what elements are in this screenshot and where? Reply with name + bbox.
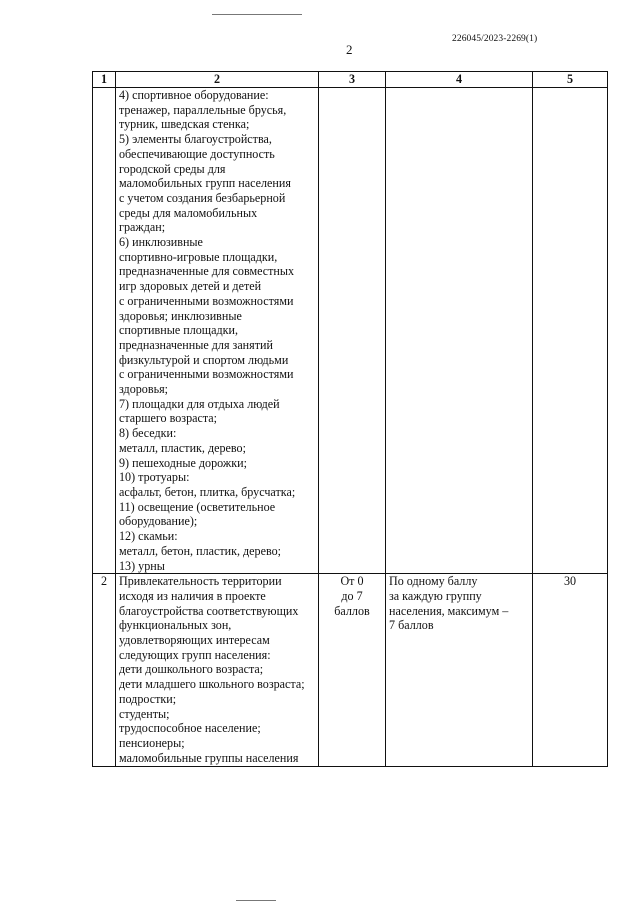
scan-mark-top [212, 14, 302, 15]
row-1-criterion-line: городской среды для [119, 161, 226, 176]
row-1-criterion-line: граждан; [119, 220, 166, 235]
row-2-method [386, 574, 533, 767]
row-1-criterion-line: турник, шведская стенка; [119, 117, 250, 132]
row-2-points-line: до 7 [341, 588, 363, 603]
row-2-criterion-line: подростки; [119, 691, 177, 706]
row-2-criterion-line: удовлетворяющих интересам [119, 633, 270, 648]
row-1-criterion-line: с учетом создания безбарьерной [119, 190, 286, 205]
row-1-criterion-line: среды для маломобильных [119, 205, 258, 220]
row-2-criterion-line: Привлекательность территории [119, 574, 282, 589]
row-1-criterion-line: с ограниченными возможностями [119, 367, 294, 382]
column-header-1: 1 [93, 72, 116, 88]
row-1-criterion-line: металл, пластик, дерево; [119, 440, 246, 455]
row-2-points-line: баллов [334, 603, 370, 618]
row-1-method [386, 88, 533, 574]
scan-mark-bottom [236, 900, 276, 901]
row-1-criterion-line: физкультурой и спортом людьми [119, 352, 289, 367]
row-1-criterion-line: 4) спортивное оборудование: [119, 88, 269, 102]
row-1-criterion-line: спортивно-игровые площадки, [119, 249, 278, 264]
row-1-criterion-line: здоровья; [119, 382, 169, 397]
column-header-4: 4 [386, 72, 533, 88]
row-1-criterion-line: 10) тротуары: [119, 470, 190, 485]
row-1-criterion-line: оборудование); [119, 514, 198, 529]
row-1-criterion-line: 7) площадки для отдыха людей [119, 396, 280, 411]
row-1-criterion-line: игр здоровых детей и детей [119, 279, 262, 294]
row-2-criterion-line: пенсионеры; [119, 735, 185, 750]
row-1-criterion-line: асфальт, бетон, плитка, брусчатка; [119, 484, 296, 499]
row-1-criterion-line: 6) инклюзивные [119, 235, 203, 250]
document-registration-number: 226045/2023-2269(1) [452, 34, 538, 44]
row-2-method-line: населения, максимум – [389, 603, 509, 618]
column-header-3: 3 [319, 72, 386, 88]
row-2-method-line: 7 баллов [389, 618, 434, 633]
row-1-criterion-line: 12) скамьи: [119, 529, 178, 544]
row-1-criterion-line: маломобильных групп населения [119, 176, 291, 191]
row-2-criterion-line: студенты; [119, 706, 170, 721]
row-2-criterion-line: функциональных зон, [119, 618, 232, 633]
row-1-points [319, 88, 386, 574]
row-1-max [533, 88, 608, 574]
row-1-criterion-line: металл, бетон, пластик, дерево; [119, 543, 281, 558]
row-1-criterion-line: 13) урны [119, 558, 165, 573]
row-2-criterion [116, 574, 319, 767]
row-2-points [319, 574, 386, 767]
row-2-criterion-line: дети дошкольного возраста; [119, 662, 264, 677]
row-2-criterion-line: следующих групп населения: [119, 647, 271, 662]
row-1-criterion-line: предназначенные для занятий [119, 337, 273, 352]
row-2-criterion-line: дети младшего школьного возраста; [119, 677, 305, 692]
table-header-row [93, 72, 608, 88]
table-row [93, 574, 608, 767]
row-2-method-line: По одному баллу [389, 574, 478, 589]
row-1-criterion [116, 88, 319, 574]
row-2-criterion-line: благоустройства соответствующих [119, 603, 299, 618]
page-number: 2 [346, 42, 353, 57]
table-row [93, 88, 608, 574]
row-1-criterion-line: 5) элементы благоустройства, [119, 132, 272, 147]
row-2-criterion-line: исходя из наличия в проекте [119, 588, 266, 603]
row-2-points-line: От 0 [340, 574, 364, 589]
column-header-2: 2 [116, 72, 319, 88]
row-1-criterion-line: старшего возраста; [119, 411, 218, 426]
row-1-criterion-line: спортивные площадки, [119, 323, 238, 338]
row-2-number: 2 [93, 574, 116, 767]
row-1-criterion-line: 8) беседки: [119, 426, 177, 441]
row-2-max: 30 [533, 574, 608, 767]
row-2-criterion-line: трудоспособное население; [119, 721, 261, 736]
row-1-criterion-line: предназначенные для совместных [119, 264, 295, 279]
row-1-criterion-line: здоровья; инклюзивные [119, 308, 242, 323]
criteria-table [92, 71, 608, 767]
row-1-criterion-line: тренажер, параллельные брусья, [119, 102, 287, 117]
row-1-criterion-line: с ограниченными возможностями [119, 293, 294, 308]
row-1-criterion-line: 11) освещение (осветительное [119, 499, 276, 514]
column-header-5: 5 [533, 72, 608, 88]
row-2-method-line: за каждую группу [389, 588, 482, 603]
row-1-criterion-line: 9) пешеходные дорожки; [119, 455, 247, 470]
row-2-criterion-line: маломобильные группы населения [119, 750, 299, 765]
row-1-criterion-line: обеспечивающие доступность [119, 146, 275, 161]
row-1-number [93, 88, 116, 574]
